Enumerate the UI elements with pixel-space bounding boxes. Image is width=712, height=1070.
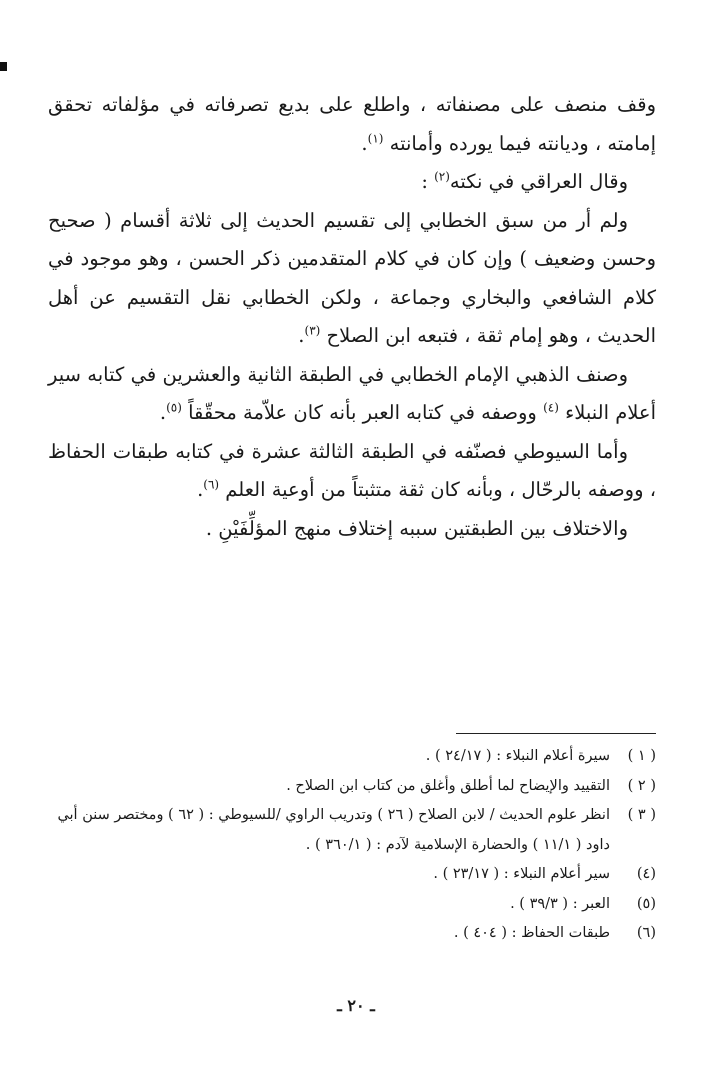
page-number: ـ ٢٠ ـ <box>337 996 375 1015</box>
footnote-text: طبقات الحفاظ : ( ٤٠٤ ) . <box>453 925 610 941</box>
footnote-separator <box>456 733 656 734</box>
footnote-number: ( ٢ ) <box>627 777 656 794</box>
footnote-1 <box>48 742 656 772</box>
paragraph-4: وصنف الذهبي الإمام الخطابي في الطبقة الثانية والعشرين في كتابه سير أعلام النبلاء $^{(٤)}$ ووصفه في كتابه العبر بأنه كان علاّمة محقّقاً $^{(٥)}$. <box>48 362 656 424</box>
footnote-number: (٦) <box>636 925 656 941</box>
footnote-text: العبر : ( ٣٩/٣ ) . <box>510 895 610 912</box>
footnote-number: ( ١ ) <box>627 748 656 764</box>
paragraph-6: والاختلاف بين الطبقتين سببه إختلاف منهج المؤلِّفَيْنِ . <box>205 516 628 540</box>
footnote-ref-5[interactable]: (٥) <box>166 400 182 415</box>
footnote-text: التقييد والإيضاح لما أطلق وأغلق من كتاب ابن الصلاح . <box>286 777 610 794</box>
footnote-ref-1[interactable]: (١) <box>367 131 384 145</box>
footnote-ref-4[interactable]: (٤) <box>543 400 559 415</box>
scan-edge-mark <box>0 62 7 71</box>
footnote-text: سيرة أعلام النبلاء : ( ٢٤/١٧ ) . <box>425 748 610 764</box>
footnote-ref-3[interactable]: (٣) <box>304 323 321 338</box>
paragraph-2: وقال العراقي في نكته$^{(٢)}$ : <box>421 169 628 193</box>
footnote-3 <box>48 801 656 860</box>
paragraph-1: وقف منصف على مصنفاته ، واطلع على بديع تصرفاته في مؤلفاته تحقق إمامته ، وديانته فيما يورده وأمانته $^{(١)}$. <box>48 93 656 155</box>
footnote-number: (٥) <box>636 895 656 912</box>
footnote-number: ( ٣ ) <box>627 807 656 823</box>
footnote-text: سير أعلام النبلاء : ( ٢٣/١٧ ) . <box>433 866 610 882</box>
footnote-6 <box>48 919 656 949</box>
paragraph-5: وأما السيوطي فصنّفه في الطبقة الثالثة عشرة في كتابه طبقات الحفاظ ، ووصفه بالرحّال ، وبأنه كان ثقة متثبتاً من أوعية العلم $^{(٦)}$. <box>48 439 656 501</box>
footnotes <box>48 742 656 949</box>
footnote-ref-6[interactable]: (٦) <box>203 477 220 492</box>
footnote-ref-2[interactable]: (٢) <box>434 169 450 184</box>
main-text <box>48 86 656 548</box>
footnote-4 <box>48 860 656 890</box>
footnote-5 <box>48 890 656 920</box>
paragraph-3: ولم أر من سبق الخطابي إلى تقسيم الحديث إلى ثلاثة أقسام ( صحيح وحسن وضعيف ) وإن كان في كلام المتقدمين ذكر الحسن ، وهو موجود في كلام الشافعي والبخاري وجماعة ، ولكن الخطابي نقل التقسيم عن أهل الحديث ، وهو إمام ثقة ، فتبعه ابن الصلاح $^{(٣)}$. <box>48 208 656 347</box>
footnote-text: انظر علوم الحديث / لابن الصلاح ( ٢٦ ) وتدريب الراوي /للسيوطي : ( ٦٢ ) ومختصر سنن أبي داود ( ١١/١ ) والحضارة الإسلامية لآدم : ( ٣٦٠/١ ) . <box>57 807 610 853</box>
footnote-number: (٤) <box>636 866 656 882</box>
footnote-2 <box>48 772 656 802</box>
